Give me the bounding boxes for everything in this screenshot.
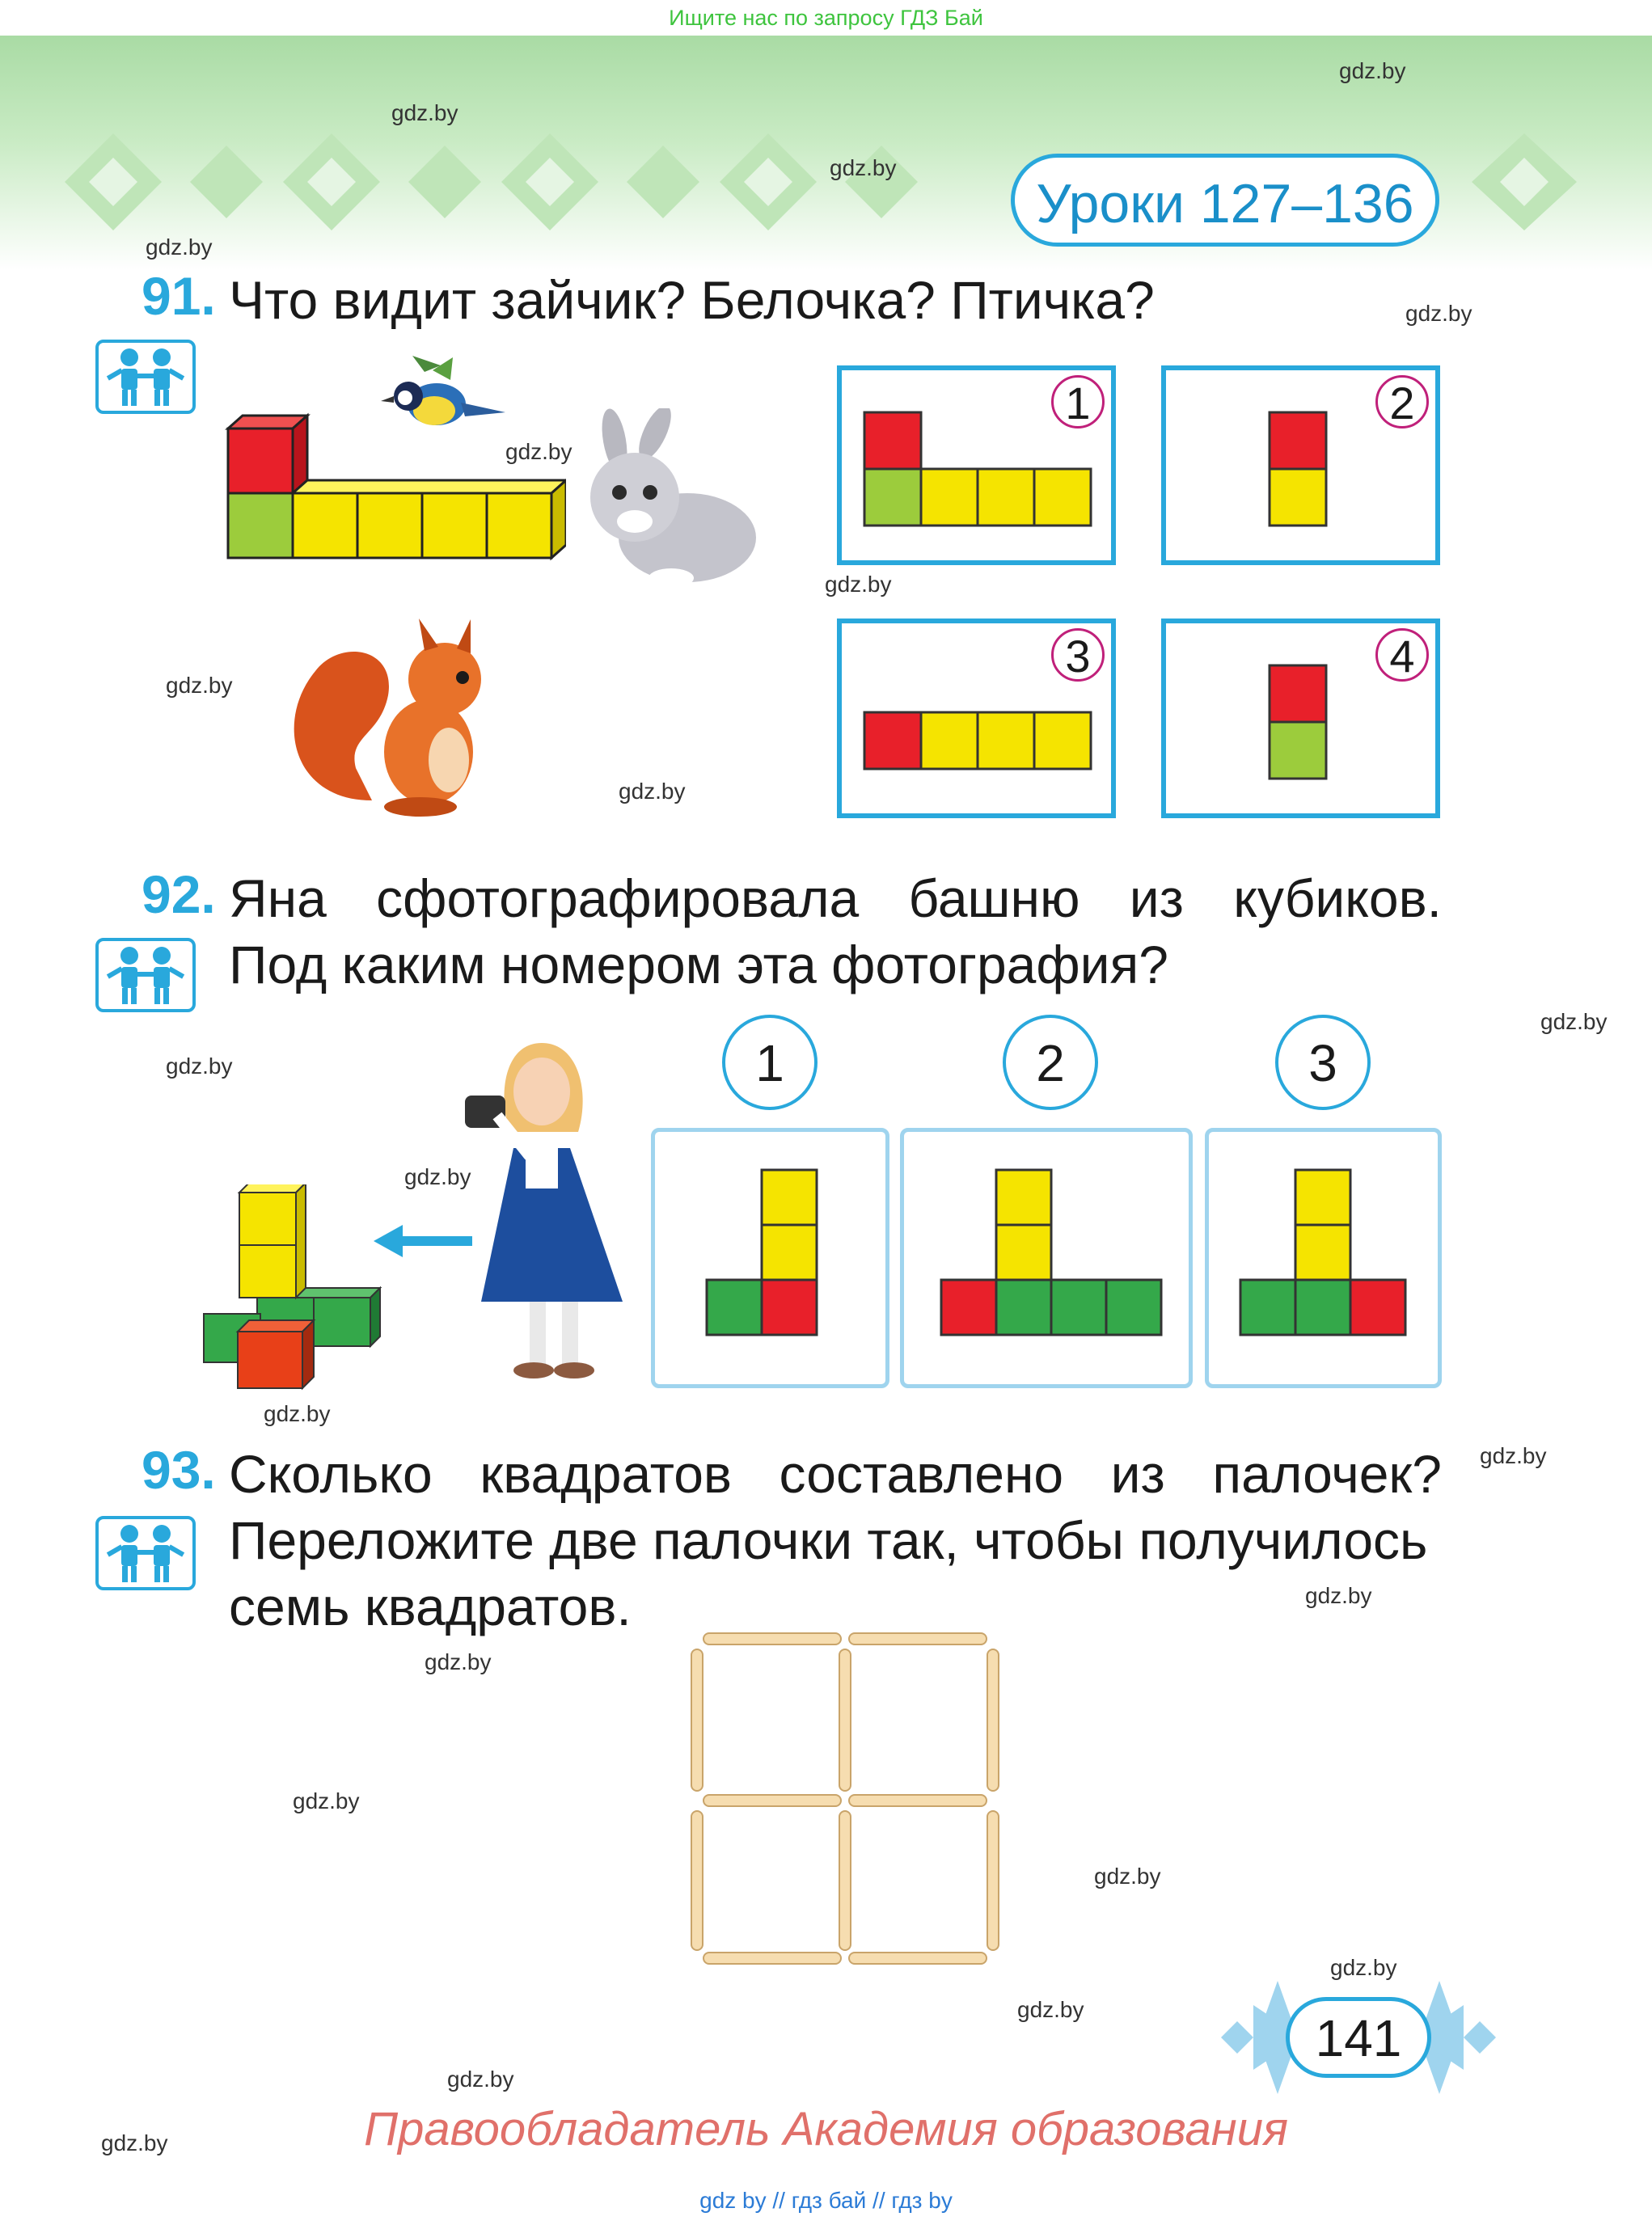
task-number: 92. bbox=[142, 864, 216, 924]
watermark: gdz.by bbox=[166, 1053, 233, 1079]
bunny-illustration bbox=[566, 408, 768, 594]
copyright-notice: Правообладатель Академия образования bbox=[364, 2103, 1288, 2155]
task-text-line: Переложите две палочки так, чтобы получилось bbox=[229, 1510, 1428, 1570]
task-number: 93. bbox=[142, 1440, 216, 1500]
task-text: Что видит зайчик? Белочка? Птичка? bbox=[229, 270, 1155, 330]
watermark: gdz.by bbox=[404, 1164, 471, 1189]
task-text-line: Яна сфотографировала башню из кубиков. bbox=[229, 868, 1442, 928]
photo-option-3[interactable] bbox=[1205, 1128, 1442, 1388]
watermark: gdz.by bbox=[825, 572, 892, 597]
watermark: gdz.by bbox=[1540, 1009, 1608, 1034]
pair-work-icon bbox=[95, 938, 196, 1012]
view-diagram bbox=[1268, 664, 1333, 781]
watermark: gdz.by bbox=[1405, 301, 1472, 326]
watermark: gdz.by bbox=[1480, 1443, 1547, 1468]
view-diagram bbox=[863, 711, 1097, 772]
photo-number: 1 bbox=[722, 1015, 818, 1110]
squirrel-illustration bbox=[283, 614, 518, 817]
girl-illustration bbox=[449, 1027, 635, 1391]
photo-diagram bbox=[1237, 1168, 1411, 1338]
watermark: gdz.by bbox=[1339, 58, 1406, 83]
view-diagram bbox=[1268, 411, 1333, 528]
option-box-4[interactable] bbox=[1161, 619, 1440, 818]
task-text-line: Под каким номером эта фотография? bbox=[229, 935, 1168, 994]
watermark: gdz.by bbox=[1017, 1997, 1084, 2022]
watermark: gdz.by bbox=[447, 2067, 514, 2092]
watermark: gdz.by bbox=[146, 234, 213, 260]
lesson-badge: Уроки 127–136 bbox=[1011, 154, 1439, 247]
watermark: gdz.by bbox=[1305, 1583, 1372, 1608]
folk-ornament-left bbox=[65, 129, 987, 234]
watermark: gdz.by bbox=[166, 673, 233, 698]
cube-tower bbox=[201, 1184, 387, 1391]
option-number: 3 bbox=[1051, 628, 1105, 682]
option-number: 4 bbox=[1375, 628, 1429, 682]
photo-number: 3 bbox=[1275, 1015, 1371, 1110]
watermark: gdz.by bbox=[830, 155, 897, 180]
folk-ornament-right bbox=[1464, 129, 1585, 234]
photo-option-1[interactable] bbox=[651, 1128, 889, 1388]
option-box-1[interactable] bbox=[837, 365, 1116, 565]
search-banner[interactable]: Ищите нас по запросу ГДЗ Бай bbox=[669, 6, 983, 30]
watermark: gdz.by bbox=[1330, 1955, 1397, 1980]
watermark: gdz.by bbox=[619, 779, 686, 804]
photo-diagram bbox=[938, 1168, 1168, 1338]
watermark: gdz.by bbox=[293, 1788, 360, 1813]
view-diagram bbox=[863, 411, 1097, 528]
watermark: gdz.by bbox=[264, 1401, 331, 1426]
watermark: gdz.by bbox=[1094, 1864, 1161, 1889]
task-text-line: Сколько квадратов составлено из палочек? bbox=[229, 1444, 1442, 1504]
page-number: 141 bbox=[1286, 1997, 1431, 2078]
matchstick-grid[interactable] bbox=[687, 1629, 1011, 1969]
bird-illustration bbox=[376, 356, 509, 449]
task-text-line: семь квадратов. bbox=[229, 1577, 632, 1636]
watermark: gdz.by bbox=[391, 100, 458, 125]
photo-number: 2 bbox=[1003, 1015, 1098, 1110]
watermark: gdz.by bbox=[505, 439, 572, 464]
pair-work-icon bbox=[95, 340, 196, 414]
footer-links[interactable]: gdz by // гдз бай // гдз by bbox=[699, 2188, 953, 2213]
photo-diagram bbox=[703, 1168, 821, 1338]
photo-option-2[interactable] bbox=[900, 1128, 1193, 1388]
watermark: gdz.by bbox=[425, 1649, 492, 1674]
watermark: gdz.by bbox=[101, 2130, 168, 2155]
option-number: 1 bbox=[1051, 375, 1105, 429]
task-number: 91. bbox=[142, 266, 216, 326]
option-box-3[interactable] bbox=[837, 619, 1116, 818]
option-box-2[interactable] bbox=[1161, 365, 1440, 565]
pair-work-icon bbox=[95, 1516, 196, 1590]
option-number: 2 bbox=[1375, 375, 1429, 429]
